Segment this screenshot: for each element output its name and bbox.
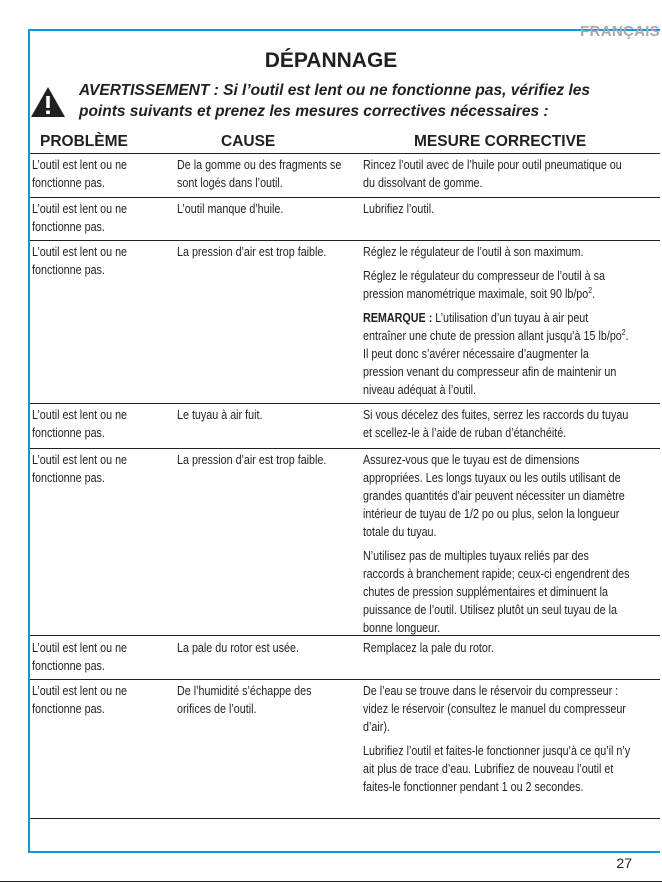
row-3-action [363, 243, 631, 405]
row-5-action-text-1: Assurez-vous que le tuyau est de dimensions appropriées. Les longs tuyaux ou les outils utilisant de grandes quantités d’air peuvent nécessiter un diamètre intérieur de tuyau de 1/2 po ou plus, selon la longueur totale du tuyau. [363, 453, 625, 539]
row-6-cause: La pale du rotor est usée. [177, 641, 299, 655]
row-3-problem: L’outil est lent ou ne fonctionne pas. [32, 245, 128, 277]
row-2-action-text: Lubrifiez l’outil. [363, 202, 435, 216]
row-3-note [363, 309, 631, 399]
column-header-problem: PROBLÈME [40, 133, 128, 150]
language-label: FRANÇAIS [580, 23, 660, 40]
row-5-cause: La pression d’air est trop faible. [177, 453, 327, 467]
row-1-action [363, 156, 631, 198]
row-6-action [363, 639, 631, 663]
row-5-problem: L’outil est lent ou ne fonctionne pas. [32, 453, 128, 485]
table-header-rule [30, 153, 660, 154]
row-divider [30, 635, 660, 636]
row-4-action [363, 406, 631, 448]
row-6-action-text: Remplacez la pale du rotor. [363, 641, 494, 655]
row-7-action [363, 682, 631, 802]
page-title: DÉPANNAGE [264, 49, 398, 72]
row-4-action-text: Si vous décelez des fuites, serrez les raccords du tuyau et scellez-le à l’aide de ruban d’étanchéité. [363, 408, 629, 440]
row-3-cause: La pression d’air est trop faible. [177, 245, 327, 259]
footer-rule [0, 881, 662, 882]
row-7-problem: L’outil est lent ou ne fonctionne pas. [32, 684, 128, 716]
row-7-action-text-1: De l’eau se trouve dans le réservoir du compresseur : videz le réservoir (consultez le manuel du compresseur d’air). [363, 684, 626, 734]
row-divider [30, 403, 660, 404]
row-3-action-text-1: Réglez le régulateur de l’outil à son maximum. [363, 245, 584, 259]
row-2-action [363, 200, 631, 224]
row-5-action-text-2: N’utilisez pas de multiples tuyaux reliés par des raccords à branchement rapide; ceux-ci engendrent des chutes de pression supplémentaires et diminuent la puissance de l’outil. Utilisez plutôt un seul tuyau de la bonne longueur. [363, 549, 630, 635]
row-1-problem: L’outil est lent ou ne fonctionne pas. [32, 158, 128, 190]
row-divider [30, 240, 660, 241]
note-label: REMARQUE : [363, 311, 433, 325]
row-7-action-text-2: Lubrifiez l’outil et faites-le fonctionner jusqu’à ce qu’il n’y ait plus de trace d’eau. Lubrifiez de nouveau l’outil et faites-le fonctionner pendant 1 ou 2 secondes. [363, 744, 631, 794]
note-text: L’utilisation d’un tuyau à air peut entraîner une chute de pression allant jusqu’à 15 $lb/po^2$. Il peut donc s’avérer nécessaire d’augmenter la pression venant du compresseur afin de maintenir un niveau adéquat à l’outil. [363, 311, 629, 397]
row-6-problem: L’outil est lent ou ne fonctionne pas. [32, 641, 128, 673]
column-header-action: MESURE CORRECTIVE [414, 133, 587, 150]
row-divider [30, 679, 660, 680]
warning-triangle-icon [30, 86, 66, 118]
row-3-action-text-2: Réglez le régulateur du compresseur de l’outil à sa pression manométrique maximale, soit 90 $lb/po^2$. [363, 269, 606, 301]
row-5-action [363, 451, 631, 643]
warning-text: AVERTISSEMENT : Si l’outil est lent ou ne fonctionne pas, vérifiez les points suivants et prenez les mesures correctives nécessaires : [79, 82, 591, 120]
column-header-cause: CAUSE [221, 133, 276, 150]
row-4-problem: L’outil est lent ou ne fonctionne pas. [32, 408, 128, 440]
row-divider [30, 818, 660, 819]
row-2-cause: L’outil manque d’huile. [177, 202, 284, 216]
row-4-cause: Le tuyau à air fuit. [177, 408, 263, 422]
row-2-problem: L’outil est lent ou ne fonctionne pas. [32, 202, 128, 234]
row-divider [30, 448, 660, 449]
page-number: 27 [616, 855, 632, 871]
row-7-cause: De l’humidité s’échappe des orifices de l’outil. [177, 684, 312, 716]
row-divider [30, 197, 660, 198]
row-1-cause: De la gomme ou des fragments se sont logés dans l’outil. [177, 158, 342, 190]
row-1-action-text: Rincez l’outil avec de l’huile pour outil pneumatique ou du dissolvant de gomme. [363, 158, 622, 190]
